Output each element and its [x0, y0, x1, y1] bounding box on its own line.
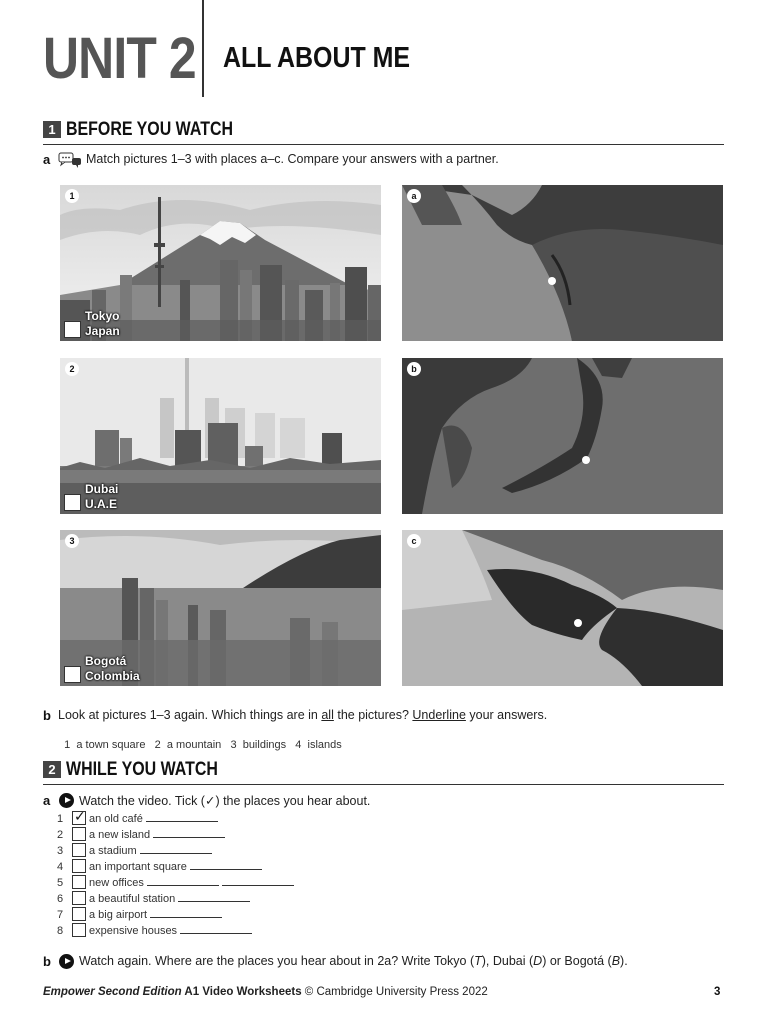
- q2b-code-t: T: [474, 954, 482, 968]
- question-2b-letter: b: [43, 954, 51, 969]
- item-number: 4: [57, 861, 64, 873]
- item-text: a beautiful station: [89, 893, 176, 905]
- answer-blank[interactable]: [190, 858, 262, 870]
- question-1a-letter: a: [43, 152, 51, 167]
- tick-box[interactable]: [72, 875, 86, 889]
- q2b-text-3: ) or Bogotá (: [542, 954, 612, 968]
- item-text: a big airport: [89, 909, 148, 921]
- map-badge-b: b: [407, 362, 421, 376]
- photo-dubai: [60, 358, 381, 514]
- list-item: [57, 906, 222, 922]
- picture-1-checkbox[interactable]: [64, 321, 81, 338]
- list-item: [57, 890, 250, 906]
- list-item: [57, 826, 225, 842]
- picture-3-country: Colombia: [85, 669, 140, 683]
- tick-box[interactable]: ✓: [74, 808, 86, 825]
- tick-box[interactable]: [72, 891, 86, 905]
- picture-badge-3: 3: [65, 534, 79, 548]
- q2b-text-1: Watch again. Where are the places you hear about in 2a? Write Tokyo (: [79, 954, 475, 968]
- item-number: 1: [57, 813, 64, 825]
- photo-tokyo: [60, 185, 381, 341]
- picture-2-country: U.A.E: [85, 497, 118, 511]
- q1b-underline-word: Underline: [412, 708, 466, 722]
- q2b-text-4: ).: [620, 954, 628, 968]
- section-1-number: 1: [43, 121, 61, 138]
- item-number: 2: [57, 829, 64, 841]
- question-2a-letter: a: [43, 793, 51, 808]
- tick-box[interactable]: [72, 907, 86, 921]
- item-text: an old café: [89, 813, 143, 825]
- answer-blank[interactable]: [178, 890, 250, 902]
- item-number: 3: [57, 845, 64, 857]
- q1b-text-1: Look at pictures 1–3 again. Which things are in: [58, 708, 322, 722]
- footer-level: A1 Video Worksheets: [181, 986, 302, 998]
- tick-box[interactable]: [72, 843, 86, 857]
- item-text: a new island: [89, 829, 151, 841]
- list-item: [57, 858, 262, 874]
- section-1-title: BEFORE YOU WATCH: [66, 119, 234, 140]
- picture-1-city: Tokyo: [85, 309, 120, 323]
- question-1a-instruction: Match pictures 1–3 with places a–c. Compare your answers with a partner.: [86, 152, 499, 166]
- item-text: an important square: [89, 861, 187, 873]
- list-item: [57, 810, 218, 826]
- header-divider: [202, 0, 204, 97]
- picture-3-city: Bogotá: [85, 654, 127, 668]
- item-number: 6: [57, 893, 64, 905]
- unit-title: ALL ABOUT ME: [223, 42, 411, 74]
- q1b-option[interactable]: 2 a mountain: [154, 739, 222, 751]
- map-badge-c: c: [407, 534, 421, 548]
- q1b-option[interactable]: 3 buildings: [230, 739, 287, 751]
- q1b-text-2: the pictures?: [333, 708, 413, 722]
- section-2-heading: [43, 758, 724, 785]
- map-persian-gulf: [402, 530, 723, 686]
- item-text: expensive houses: [89, 925, 178, 937]
- answer-blank[interactable]: [180, 922, 252, 934]
- q1b-text-3: your answers.: [465, 708, 548, 722]
- tick-box[interactable]: [72, 859, 86, 873]
- q1b-options: [58, 727, 342, 751]
- footer-credit: [43, 986, 488, 998]
- question-1b-instruction: [58, 708, 547, 722]
- q2b-code-d: D: [533, 954, 543, 968]
- tick-box[interactable]: [72, 827, 86, 841]
- footer-copyright: © Cambridge University Press 2022: [301, 986, 488, 998]
- answer-blank[interactable]: [222, 874, 294, 886]
- list-item: [57, 874, 294, 890]
- answer-blank[interactable]: [140, 842, 212, 854]
- question-2a-instruction: Watch the video. Tick (✓) the places you hear about.: [79, 794, 371, 808]
- play-icon[interactable]: [59, 792, 74, 810]
- question-2b-instruction: [79, 954, 628, 968]
- picture-badge-1: 1: [65, 189, 79, 203]
- section-1-heading: [43, 118, 724, 145]
- map-badge-a: a: [407, 189, 421, 203]
- footer-series: Empower Second Edition: [43, 986, 182, 998]
- item-number: 7: [57, 909, 64, 921]
- map-south-america: [402, 185, 723, 341]
- item-number: 8: [57, 925, 64, 937]
- picture-2-city: Dubai: [85, 482, 119, 496]
- answer-blank[interactable]: [147, 874, 219, 886]
- answer-blank[interactable]: [153, 826, 225, 838]
- picture-1-country: Japan: [85, 324, 120, 338]
- play-icon[interactable]: [59, 953, 74, 971]
- page-number: 3: [714, 986, 721, 998]
- q2b-text-2: ), Dubai (: [481, 954, 534, 968]
- picture-badge-2: 2: [65, 362, 79, 376]
- photo-bogota: [60, 530, 381, 686]
- q1b-option[interactable]: 4 islands: [295, 739, 342, 751]
- tick-box[interactable]: [72, 923, 86, 937]
- speech-bubbles-icon: [58, 151, 82, 169]
- item-text: new offices: [89, 877, 144, 889]
- q1b-underline-all: all: [321, 708, 334, 722]
- section-2-title: WHILE YOU WATCH: [66, 759, 218, 780]
- item-number: 5: [57, 877, 64, 889]
- item-text: a stadium: [89, 845, 137, 857]
- unit-number: UNIT 2: [43, 26, 196, 91]
- list-item: [57, 922, 252, 938]
- answer-blank[interactable]: [150, 906, 222, 918]
- question-1b-letter: b: [43, 708, 51, 723]
- section-2-number: 2: [43, 761, 61, 778]
- picture-2-checkbox[interactable]: [64, 494, 81, 511]
- answer-blank[interactable]: [146, 810, 218, 822]
- map-japan: [402, 358, 723, 514]
- picture-3-checkbox[interactable]: [64, 666, 81, 683]
- q2b-code-b: B: [611, 954, 621, 968]
- list-item: [57, 842, 212, 858]
- q1b-option[interactable]: 1 a town square: [64, 739, 146, 751]
